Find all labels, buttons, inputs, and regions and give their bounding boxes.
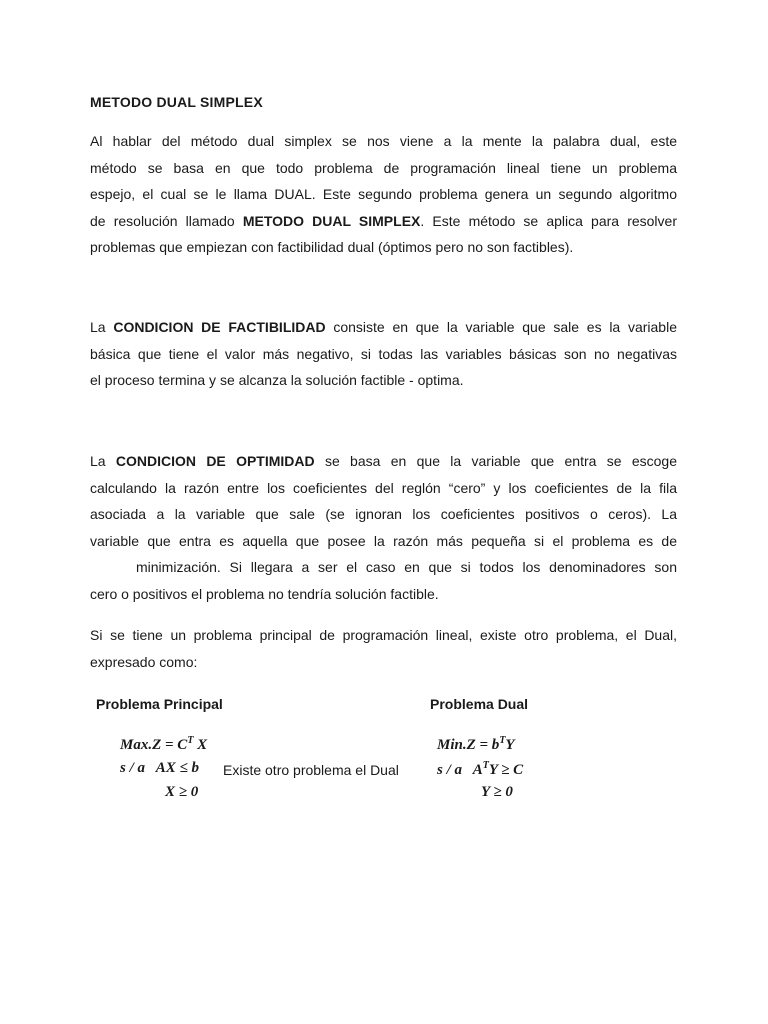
text-line: calculando la razón entre los coeficientes del reglón “cero” y los coeficientes de la fila (90, 479, 677, 496)
text-segment: . Este método se aplica para resolver (420, 212, 677, 229)
bold-term: METODO DUAL SIMPLEX (242, 212, 421, 229)
paragraph-optimidad (90, 448, 677, 607)
math-text: Min.Z = b (437, 737, 500, 753)
paragraph-dual-intro (90, 622, 677, 675)
text-line: minimización. Si llegara a ser el caso en que si todos los denominadores son (136, 559, 677, 575)
text-segment: La (90, 319, 114, 335)
paragraph-factibilidad (90, 314, 677, 394)
dual-objective (437, 735, 515, 754)
dual-nonnegativity: Y ≥ 0 (481, 784, 513, 800)
heading-problema-principal: Problema Principal (96, 696, 223, 712)
text-line (90, 314, 677, 341)
text-segment: consiste en que la variable que sale es la variable (325, 319, 677, 335)
text-line: básica que tiene el valor más negativo, si todas las variables básicas son no negativas (90, 345, 677, 362)
math-text: Max.Z = C (120, 737, 188, 753)
formula-figure (95, 692, 555, 812)
text-line: Al hablar del método dual simplex se nos viene a la mente la palabra dual, este (90, 133, 677, 149)
text-line: variable que entra es aquella que posee la razón más pequeña si el problema es de (90, 532, 677, 549)
math-text: X (193, 737, 208, 753)
math-superscript: T (187, 735, 194, 746)
document-title: METODO DUAL SIMPLEX (90, 94, 263, 110)
math-text: Y ≥ C (488, 762, 524, 778)
paragraph-intro (90, 128, 677, 261)
principal-objective (120, 735, 207, 754)
text-segment: de resolución llamado (90, 212, 243, 229)
text-segment: La (90, 453, 116, 469)
dual-constraint (437, 760, 523, 779)
middle-statement: Existe otro problema el Dual (223, 762, 399, 778)
math-superscript: T (482, 760, 489, 771)
text-line: el proceso termina y se alcanza la solución factible - optima. (90, 372, 464, 388)
text-line (90, 208, 677, 235)
text-line: asociada a la variable que sale (se ignoran los coeficientes positivos o ceros). La (90, 506, 677, 522)
text-segment: se basa en que la variable que entra se escoge (314, 453, 677, 469)
bold-term: CONDICION DE FACTIBILIDAD (113, 319, 326, 335)
math-text: Y (505, 737, 515, 753)
text-line (90, 448, 677, 475)
bold-term: CONDICION DE OPTIMIDAD (115, 453, 315, 469)
math-text: s / a A (437, 762, 483, 778)
principal-constraint: s / a AX ≤ b (120, 760, 199, 776)
text-line: espejo, el cual se le llama DUAL. Este segundo problema genera un segundo algoritmo (90, 186, 677, 202)
heading-problema-dual: Problema Dual (430, 696, 529, 712)
text-line: método se basa en que todo problema de programación lineal tiene un problema (90, 159, 677, 176)
text-line: expresado como: (90, 653, 198, 670)
math-superscript: T (499, 735, 506, 746)
text-line: Si se tiene un problema principal de programación lineal, existe otro problema, el Dual, (90, 627, 677, 643)
text-line: problemas que empiezan con factibilidad dual (óptimos pero no son factibles). (90, 239, 574, 255)
principal-nonnegativity: X ≥ 0 (165, 784, 199, 800)
text-line: cero o positivos el problema no tendría solución factible. (90, 585, 439, 602)
